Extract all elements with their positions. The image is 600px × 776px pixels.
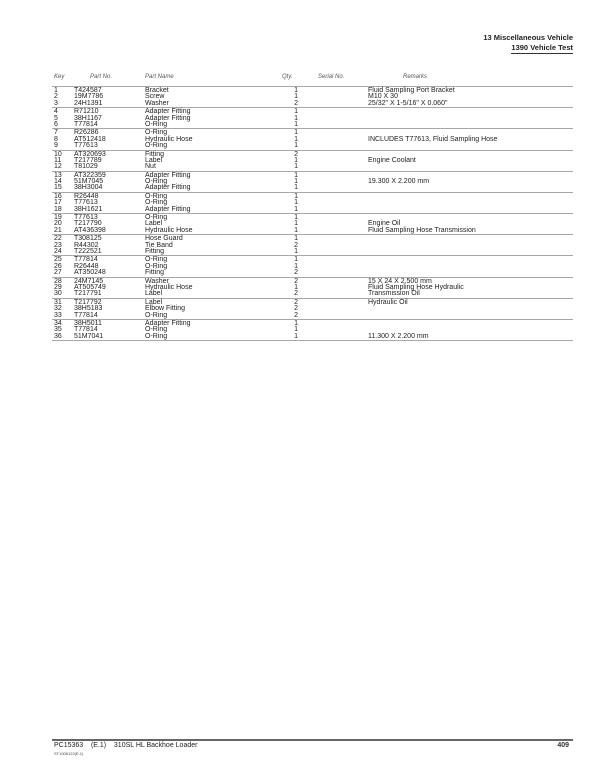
key-cell: 15 (54, 184, 62, 192)
key-cell: 18 (54, 205, 62, 213)
qty-cell: 2 (294, 150, 298, 158)
part-no-cell: 38H1167 (74, 114, 102, 122)
part-no-cell: T77613 (74, 142, 98, 150)
key-cell: 32 (54, 305, 62, 313)
table-row (52, 334, 573, 340)
remarks-cell: Engine Oil (368, 220, 401, 228)
row-group (52, 319, 573, 341)
key-cell: 21 (54, 226, 62, 234)
part-name-cell: Label (145, 290, 163, 298)
part-no-cell: T222521 (74, 247, 102, 255)
key-cell: 24 (54, 247, 62, 255)
part-no-cell: 38H1621 (74, 205, 103, 213)
qty-cell: 1 (294, 129, 298, 137)
row-group (52, 192, 573, 213)
qty-cell: 1 (294, 262, 298, 270)
part-name-cell: Fitting (145, 247, 165, 255)
qty-cell: 1 (294, 87, 298, 94)
key-cell: 10 (54, 150, 62, 158)
part-no-cell: 38H5011 (74, 319, 102, 327)
column-headers (52, 74, 573, 84)
key-cell: 35 (54, 326, 62, 334)
qty-cell: 2 (294, 290, 298, 298)
part-name-cell: O-Ring (145, 311, 168, 319)
part-no-cell: 51M7041 (74, 332, 104, 340)
key-cell: 31 (54, 298, 62, 306)
part-name-cell: O-Ring (145, 120, 168, 128)
part-name-cell: Adapter Fitting (145, 171, 191, 179)
key-cell: 34 (54, 319, 62, 327)
qty-cell: 1 (294, 135, 298, 143)
key-cell: 6 (54, 120, 58, 128)
part-no-cell: 24H1391 (74, 99, 103, 107)
qty-cell: 1 (294, 205, 298, 213)
key-cell: 25 (54, 256, 62, 264)
remarks-cell: INCLUDES T77613, Fluid Sampling Hose (368, 135, 498, 143)
part-name-cell: O-Ring (145, 178, 168, 186)
col-qty: Qty. (282, 74, 293, 80)
qty-cell: 1 (294, 247, 298, 255)
part-name-cell: Adapter Fitting (145, 319, 191, 327)
part-name-cell: Adapter Fitting (145, 114, 191, 122)
key-cell: 4 (54, 108, 58, 116)
parts-table (52, 86, 573, 341)
row-group (52, 171, 573, 192)
remarks-cell: 11.300 X 2.200 mm (368, 332, 429, 340)
key-cell: 19 (54, 214, 62, 222)
remarks-cell: Hydraulic Oil (368, 298, 408, 306)
key-cell: 29 (54, 283, 62, 291)
part-name-cell: Tie Band (145, 241, 173, 249)
qty-cell: 1 (294, 256, 298, 264)
key-cell: 26 (54, 262, 62, 270)
remarks-cell: 15 X 24 X 2.500 mm (368, 277, 432, 285)
part-name-cell: Label (145, 220, 163, 228)
key-cell: 30 (54, 290, 62, 298)
part-name-cell: O-Ring (145, 129, 168, 137)
key-cell: 8 (54, 135, 58, 143)
qty-cell: 2 (294, 298, 298, 306)
part-no-cell: AT436398 (74, 226, 106, 234)
key-cell: 27 (54, 269, 62, 277)
key-cell: 3 (54, 99, 58, 107)
row-group (52, 213, 573, 234)
section-title: 13 Miscellaneous Vehicle (483, 33, 573, 42)
remarks-cell: Transmission Oil (368, 290, 420, 298)
footer-doc-code: ST1006122(E.1) (54, 751, 84, 756)
part-no-cell: R26448 (74, 262, 99, 270)
footer-doc-info: PC15363 (E.1) 310SL HL Backhoe Loader (54, 742, 198, 749)
part-no-cell: T217790 (74, 220, 102, 228)
part-name-cell: Elbow Fitting (145, 305, 186, 313)
row-group (52, 277, 573, 298)
qty-cell: 1 (294, 199, 298, 207)
part-no-cell: T77814 (74, 311, 98, 319)
part-name-cell: O-Ring (145, 192, 168, 200)
qty-cell: 1 (294, 178, 298, 186)
part-no-cell: T81029 (74, 163, 98, 171)
part-no-cell: 38H5183 (74, 305, 103, 313)
remarks-cell: M10 X 30 (368, 93, 398, 101)
part-no-cell: AT320693 (74, 150, 106, 158)
qty-cell: 1 (294, 319, 298, 327)
remarks-cell: Fluid Sampling Hose Transmission (368, 226, 476, 234)
qty-cell: 1 (294, 226, 298, 234)
part-name-cell: Fitting (145, 150, 165, 158)
part-name-cell: Hydraulic Hose (145, 283, 193, 291)
row-group (52, 107, 573, 128)
part-name-cell: O-Ring (145, 332, 168, 340)
part-no-cell: T308125 (74, 235, 102, 243)
qty-cell: 1 (294, 332, 298, 340)
col-serial-no: Serial No. (318, 74, 345, 80)
part-no-cell: T77814 (74, 120, 98, 128)
qty-cell: 1 (294, 214, 298, 222)
key-cell: 23 (54, 241, 62, 249)
part-name-cell: Hydraulic Hose (145, 226, 193, 234)
part-no-cell: 19M7786 (74, 93, 104, 101)
remarks-cell: Fluid Sampling Hose Hydraulic (368, 283, 464, 291)
key-cell: 14 (54, 178, 62, 186)
qty-cell: 1 (294, 108, 298, 116)
qty-cell: 1 (294, 220, 298, 228)
key-cell: 16 (54, 192, 62, 200)
remarks-cell: Engine Coolant (368, 156, 416, 164)
key-cell: 7 (54, 129, 58, 137)
row-group (52, 234, 573, 255)
part-name-cell: Adapter Fitting (145, 205, 191, 213)
qty-cell: 1 (294, 156, 298, 164)
part-name-cell: Hydraulic Hose (145, 135, 193, 143)
subsection-title: 1390 Vehicle Test (511, 43, 573, 52)
part-name-cell: Fitting (145, 269, 165, 277)
part-no-cell: AT505749 (74, 283, 106, 291)
part-name-cell: O-Ring (145, 199, 168, 207)
qty-cell: 1 (294, 192, 298, 200)
key-cell: 12 (54, 163, 62, 171)
col-part-name: Part Name (145, 74, 174, 80)
qty-cell: 1 (294, 163, 298, 171)
qty-cell: 2 (294, 241, 298, 249)
part-no-cell: R44302 (74, 241, 99, 249)
key-cell: 9 (54, 142, 58, 150)
part-name-cell: O-Ring (145, 214, 168, 222)
part-name-cell: Bracket (145, 87, 169, 94)
col-part-no: Part No. (90, 74, 113, 80)
qty-cell: 1 (294, 235, 298, 243)
key-cell: 1 (54, 87, 58, 94)
qty-cell: 2 (294, 277, 298, 285)
part-name-cell: O-Ring (145, 256, 168, 264)
qty-cell: 1 (294, 171, 298, 179)
part-no-cell: AT512418 (74, 135, 106, 143)
footer-rule (52, 739, 573, 741)
qty-cell: 1 (294, 326, 298, 334)
part-no-cell: T77613 (74, 214, 98, 222)
part-no-cell: 24M7145 (74, 277, 104, 285)
part-name-cell: O-Ring (145, 326, 168, 334)
part-no-cell: T217792 (74, 298, 102, 306)
part-name-cell: Washer (145, 99, 169, 107)
key-cell: 28 (54, 277, 62, 285)
part-name-cell: O-Ring (145, 142, 168, 150)
part-name-cell: Adapter Fitting (145, 108, 191, 116)
part-name-cell: Washer (145, 277, 169, 285)
page-number: 409 (557, 742, 569, 749)
key-cell: 5 (54, 114, 58, 122)
part-no-cell: T77814 (74, 326, 98, 334)
key-cell: 17 (54, 199, 62, 207)
qty-cell: 1 (294, 184, 298, 192)
row-group (52, 255, 573, 276)
key-cell: 22 (54, 235, 62, 243)
qty-cell: 2 (294, 305, 298, 313)
part-name-cell: Label (145, 298, 163, 306)
part-name-cell: Hose Guard (145, 235, 183, 243)
part-no-cell: T77613 (74, 199, 98, 207)
key-cell: 36 (54, 332, 62, 340)
key-cell: 33 (54, 311, 62, 319)
part-name-cell: Screw (145, 93, 165, 101)
part-no-cell: T217789 (74, 156, 102, 164)
qty-cell: 2 (294, 269, 298, 277)
part-no-cell: R26448 (74, 192, 99, 200)
key-cell: 11 (54, 156, 62, 164)
remarks-cell: 19.300 X 2.200 mm (368, 178, 430, 186)
qty-cell: 1 (294, 114, 298, 122)
qty-cell: 1 (294, 142, 298, 150)
part-no-cell: 51M7045 (74, 178, 104, 186)
row-group (52, 298, 573, 319)
remarks-cell: 25/32" X 1-5/16" X 0.060" (368, 99, 448, 107)
key-cell: 20 (54, 220, 62, 228)
part-no-cell: R71210 (74, 108, 99, 116)
part-no-cell: AT322359 (74, 171, 106, 179)
row-group (52, 128, 573, 149)
part-no-cell: R26286 (74, 129, 99, 137)
row-group (52, 150, 573, 171)
qty-cell: 1 (294, 93, 298, 101)
qty-cell: 2 (294, 311, 298, 319)
part-no-cell: 38H3004 (74, 184, 103, 192)
qty-cell: 2 (294, 99, 298, 107)
part-name-cell: Label (145, 156, 163, 164)
part-no-cell: T217791 (74, 290, 102, 298)
key-cell: 13 (54, 171, 62, 179)
key-cell: 2 (54, 93, 58, 101)
row-group (52, 86, 573, 107)
col-key: Key (54, 74, 65, 80)
col-remarks: Remarks (403, 74, 428, 80)
part-no-cell: AT350248 (74, 269, 106, 277)
page-header (483, 33, 573, 54)
part-no-cell: T77814 (74, 256, 98, 264)
qty-cell: 1 (294, 120, 298, 128)
part-name-cell: Nut (145, 163, 156, 171)
remarks-cell: Fluid Sampling Port Bracket (368, 87, 455, 94)
qty-cell: 1 (294, 283, 298, 291)
part-name-cell: O-Ring (145, 262, 168, 270)
part-no-cell: T424587 (74, 87, 102, 94)
part-name-cell: Adapter Fitting (145, 184, 191, 192)
